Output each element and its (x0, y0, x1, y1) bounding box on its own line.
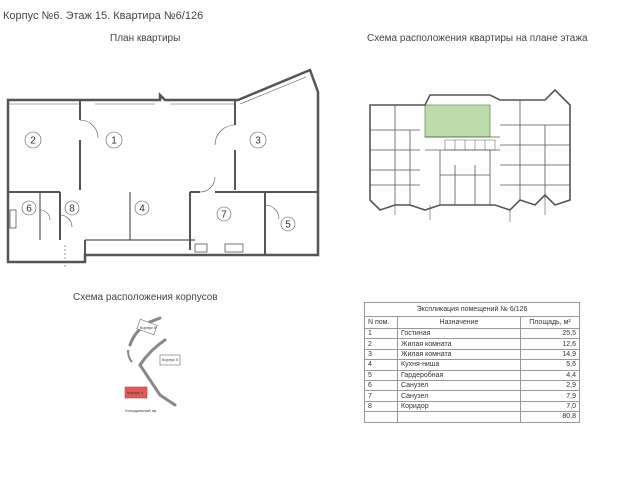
row-num: 7 (365, 391, 398, 401)
floor-plan-title: Схема расположения квартиры на плане этажа (367, 33, 588, 44)
table-row (365, 391, 580, 401)
apartment-highlight (425, 105, 490, 137)
room-label-2 (25, 132, 41, 148)
table-header (365, 317, 580, 329)
room-number-1: 1 (111, 135, 117, 147)
row-area: 25,5 (521, 329, 580, 339)
outer-wall (8, 70, 318, 262)
row-num: 3 (365, 349, 398, 359)
site-plan-title: Схема расположения корпусов (73, 292, 218, 303)
building-4 (125, 387, 147, 398)
room-label-7 (217, 207, 231, 221)
row-area: 5,6 (521, 360, 580, 370)
row-name: Санузел (398, 391, 521, 401)
building-label-4: Корпус 4 (127, 390, 144, 395)
room-number-6: 6 (26, 203, 32, 215)
row-name: Коридор (398, 401, 521, 411)
building-5 (160, 355, 180, 365)
row-name: Жилая комната (398, 349, 521, 359)
room-number-7: 7 (221, 209, 227, 221)
row-num: 2 (365, 339, 398, 349)
room-number-5: 5 (285, 219, 291, 231)
table-total-row (365, 412, 580, 422)
street-label: Холодильный пр. (125, 408, 158, 413)
row-num: 6 (365, 380, 398, 390)
room-number-8: 8 (69, 203, 75, 215)
row-num: 5 (365, 370, 398, 380)
table-row (365, 370, 580, 380)
row-name: Гардеробная (398, 370, 521, 380)
room-label-4 (135, 201, 149, 215)
row-num: 4 (365, 360, 398, 370)
table-row (365, 339, 580, 349)
table-row (365, 380, 580, 390)
building-label-6: Корпус 6 (140, 325, 157, 330)
room-number-4: 4 (139, 203, 145, 215)
room-number-2: 2 (30, 135, 36, 147)
row-num: 1 (365, 329, 398, 339)
explication-caption: Экспликация помещений № 6/126 (365, 303, 580, 317)
room-label-1 (106, 132, 122, 148)
building-label-5: Корпус 5 (162, 357, 179, 362)
table-row (365, 360, 580, 370)
site-plan (125, 318, 180, 413)
total-area: 80,8 (521, 412, 580, 422)
row-num: 8 (365, 401, 398, 411)
col-header-num: N пом. (365, 317, 398, 329)
row-name: Санузел (398, 380, 521, 390)
room-label-8 (65, 201, 79, 215)
room-number-3: 3 (255, 135, 261, 147)
row-area: 14,9 (521, 349, 580, 359)
table-row (365, 329, 580, 339)
row-area: 4,4 (521, 370, 580, 380)
row-name: Жилая комната (398, 339, 521, 349)
table-row (365, 349, 580, 359)
explication-table (364, 302, 580, 423)
room-label-5 (281, 217, 295, 231)
page-header: Корпус №6. Этаж 15. Квартира №6/126 (3, 10, 204, 22)
row-area: 12,6 (521, 339, 580, 349)
row-name: Гостиная (398, 329, 521, 339)
row-area: 2,9 (521, 380, 580, 390)
room-label-3 (250, 132, 266, 148)
col-header-name: Назначение (398, 317, 521, 329)
plan-title: План квартиры (110, 33, 181, 44)
row-area: 7,0 (521, 401, 580, 411)
apartment-plan (8, 70, 318, 268)
row-area: 7,9 (521, 391, 580, 401)
row-name: Кухня-ниша (398, 360, 521, 370)
col-header-area: Площадь, м² (521, 317, 580, 329)
floor-plan (370, 90, 570, 222)
room-label-6 (22, 201, 36, 215)
table-row (365, 401, 580, 411)
